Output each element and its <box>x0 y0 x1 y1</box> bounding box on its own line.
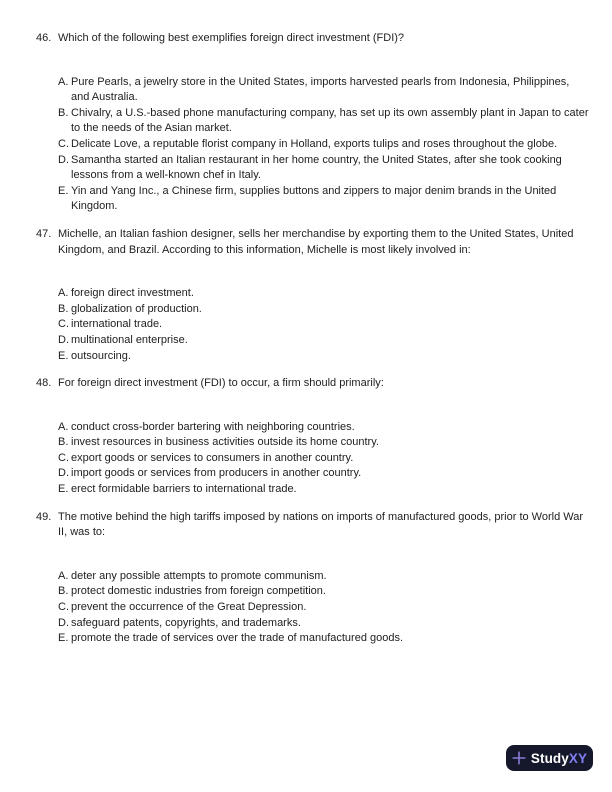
option-letter: A. <box>58 75 69 88</box>
option-letter: D. <box>58 616 69 629</box>
option <box>58 451 590 467</box>
plus-icon <box>512 751 526 765</box>
option <box>58 584 590 600</box>
option-text: multinational enterprise. <box>71 333 188 346</box>
options-list <box>58 569 590 647</box>
option-text: foreign direct investment. <box>71 287 194 300</box>
question-stem: Michelle, an Italian fashion designer, sells her merchandise by exporting them to the United States, United Kingdom, and Brazil. According to this information, Michelle is most likely involved in: <box>58 227 574 256</box>
option-letter: A. <box>58 569 69 582</box>
option-text: promote the trade of services over the trade of manufactured goods. <box>71 632 404 645</box>
option-letter: D. <box>58 467 69 480</box>
option-text: Samantha started an Italian restaurant in her home country, the United States, after she took cooking lessons from a well-known chef in Italy. <box>71 153 562 182</box>
option-text: globalization of production. <box>71 302 202 315</box>
option <box>58 302 590 318</box>
option <box>58 600 590 616</box>
option-text: conduct cross-border bartering with neighboring countries. <box>71 420 355 433</box>
question-number: 49. <box>36 510 52 523</box>
option-letter: D. <box>58 153 69 166</box>
option-letter: B. <box>58 585 69 598</box>
brand-name-primary: Study <box>530 750 569 766</box>
option-text: deter any possible attempts to promote communism. <box>71 569 327 582</box>
option <box>58 616 590 632</box>
option-text: Chivalry, a U.S.-based phone manufacturing company, has set up its own assembly plant in Japan to cater to the needs of the Asian market. <box>71 106 589 135</box>
question-number: 48. <box>36 377 52 390</box>
option-text: Delicate Love, a reputable florist company in Holland, exports tulips and roses throughout the globe. <box>71 137 558 150</box>
option-text: invest resources in business activities outside its home country. <box>71 436 379 449</box>
option <box>58 75 590 106</box>
option <box>58 333 590 349</box>
option <box>58 106 590 137</box>
question-stem: Which of the following best exemplifies foreign direct investment (FDI)? <box>58 32 405 44</box>
question-body <box>58 31 590 215</box>
option-text: Yin and Yang Inc., a Chinese firm, supplies buttons and zippers to major denim brands in the United Kingdom. <box>71 184 557 213</box>
option-letter: C. <box>58 451 69 464</box>
option <box>58 349 590 365</box>
question-body <box>58 376 590 498</box>
questions-area <box>36 31 590 647</box>
option-text: protect domestic industries from foreign competition. <box>71 585 326 598</box>
option-text: prevent the occurrence of the Great Depression. <box>71 601 307 614</box>
question-number: 46. <box>36 32 52 44</box>
option-letter: E. <box>58 349 69 362</box>
question-body <box>58 510 590 647</box>
option-letter: C. <box>58 601 69 614</box>
option-text: safeguard patents, copyrights, and trademarks. <box>71 616 301 629</box>
option-letter: C. <box>58 318 69 331</box>
option-text: erect formidable barriers to international trade. <box>71 483 297 496</box>
brand-name <box>531 751 587 766</box>
option-letter: B. <box>58 436 69 449</box>
question-stem: The motive behind the high tariffs imposed by nations on imports of manufactured goods, prior to World War II, was to: <box>58 510 584 539</box>
option-letter: A. <box>58 287 69 300</box>
option <box>58 435 590 451</box>
option-text: international trade. <box>71 318 163 331</box>
plus-icon-strokes <box>513 752 525 764</box>
option <box>58 286 590 302</box>
option <box>58 317 590 333</box>
options-list <box>58 420 590 498</box>
option-letter: E. <box>58 483 69 496</box>
options-list <box>58 75 590 215</box>
option <box>58 466 590 482</box>
brand-name-accent: XY <box>568 750 588 766</box>
option <box>58 153 590 184</box>
question-48 <box>36 376 590 498</box>
option-letter: C. <box>58 137 69 150</box>
studyxy-logo-badge <box>506 745 593 771</box>
option-letter: E. <box>58 632 69 645</box>
option-letter: E. <box>58 184 69 197</box>
option-text: Pure Pearls, a jewelry store in the United States, imports harvested pearls from Indonesia, Philippines, and Australia. <box>71 75 570 104</box>
question-stem: For foreign direct investment (FDI) to occur, a firm should primarily: <box>58 377 384 390</box>
option <box>58 569 590 585</box>
option <box>58 420 590 436</box>
option-letter: D. <box>58 333 69 346</box>
option <box>58 482 590 498</box>
question-47 <box>36 227 590 364</box>
option-text: import goods or services from producers in another country. <box>71 467 362 480</box>
question-46 <box>36 31 590 215</box>
option-letter: B. <box>58 106 69 119</box>
option-text: outsourcing. <box>71 349 131 362</box>
option-letter: B. <box>58 302 69 315</box>
question-49 <box>36 510 590 647</box>
option <box>58 137 590 153</box>
question-body <box>58 227 590 364</box>
question-number: 47. <box>36 227 52 240</box>
option <box>58 184 590 215</box>
options-list <box>58 286 590 364</box>
option <box>58 631 590 647</box>
option-letter: A. <box>58 420 69 433</box>
option-text: export goods or services to consumers in another country. <box>71 451 354 464</box>
